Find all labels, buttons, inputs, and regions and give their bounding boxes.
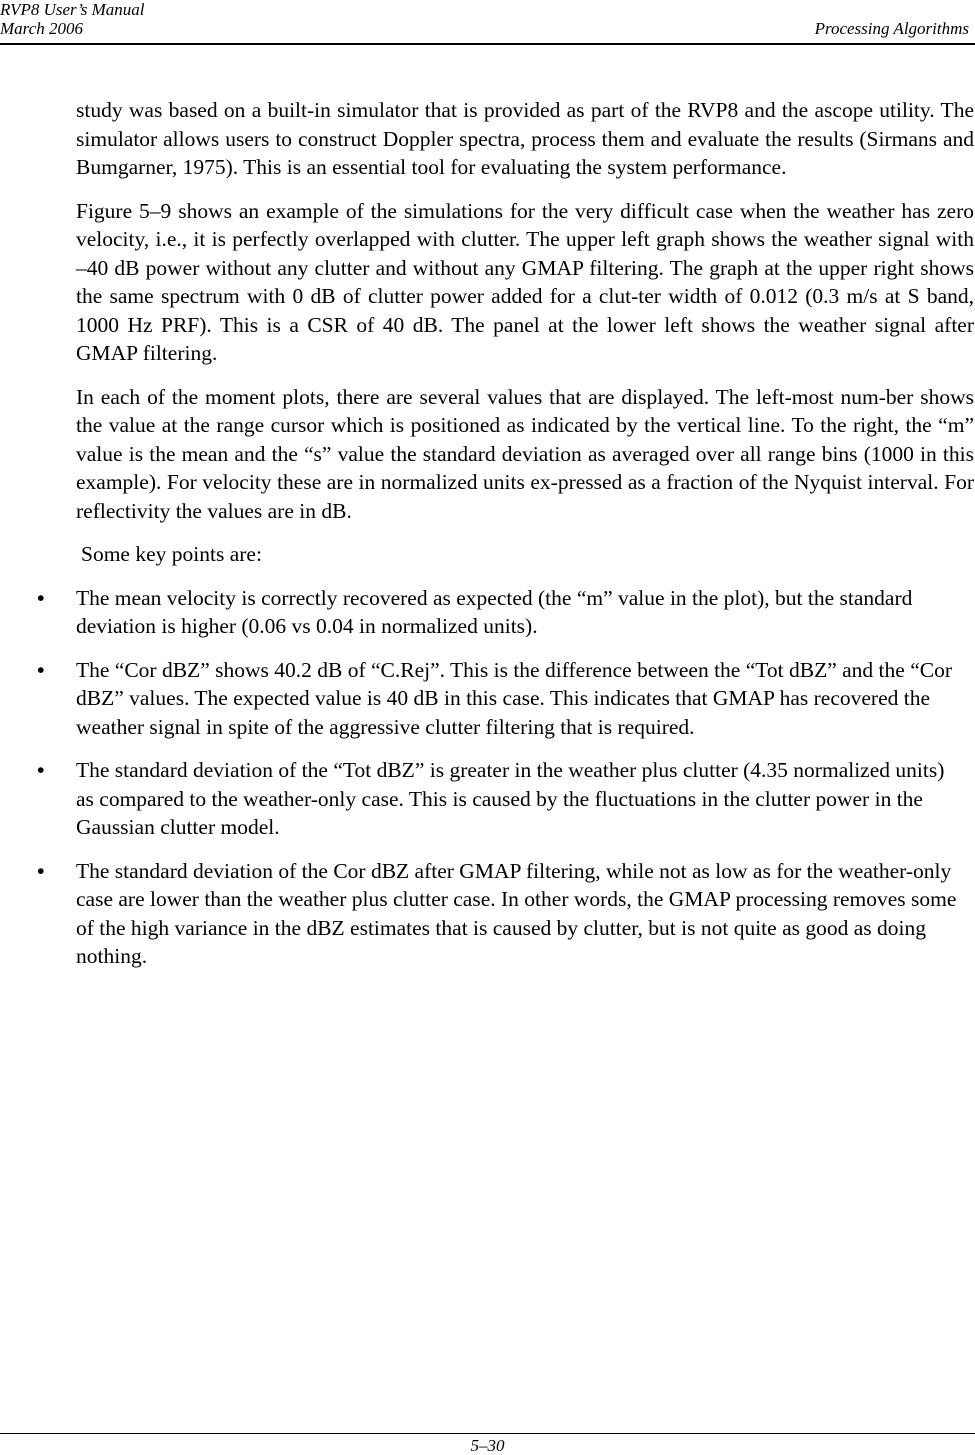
bullet-icon: • <box>37 758 45 782</box>
list-item <box>0 756 974 842</box>
page-header <box>0 0 975 46</box>
list-item-text: The standard deviation of the Cor dBZ after GMAP filtering, while not as low as for the weather-only case are lower than the weather plus clutter case. In other words, the GMAP processing removes some of the high variance in the dBZ estimates that is caused by clutter, but is not quite as good as doing nothing. <box>76 858 957 968</box>
manual-date: March 2006 <box>0 19 83 38</box>
list-item-text: The “Cor dBZ” shows 40.2 dB of “C.Rej”. This is the difference between the “Tot dBZ” and the “Cor dBZ” values. The expected value is 40 dB in this case. This indicates that GMAP has recovered the weather signal in spite of the aggressive clutter filtering that is required. <box>76 657 952 739</box>
footer-rule <box>0 1433 975 1434</box>
list-item <box>0 656 974 742</box>
bullet-icon: • <box>37 585 45 610</box>
page-number: 5–30 <box>470 1436 505 1455</box>
header-left <box>0 0 145 38</box>
bullet-icon: • <box>37 657 45 682</box>
key-points-list <box>0 584 974 971</box>
list-item-text: The mean velocity is correctly recovered as expected (the “m” value in the plot), but the standard deviation is higher (0.06 vs 0.04 in normalized units). <box>76 585 913 638</box>
page-body <box>37 96 974 986</box>
manual-title: RVP8 User’s Manual <box>0 0 145 19</box>
paragraph-figure-5-9: Figure 5–9 shows an example of the simulations for the very difficult case when the weather has zero velocity, i.e., it is perfectly overlapped with clutter. The upper left graph shows the weather signal with –40 dB power without any clutter and without any GMAP filtering. The graph at the upper right shows the same spectrum with 0 dB of clutter power added for a clut-ter width of 0.012 (0.3 m/s at S band, 1000 Hz PRF). This is a CSR of 40 dB. The panel at the lower left shows the weather signal after GMAP filtering. <box>76 198 974 365</box>
list-item <box>0 584 974 641</box>
bullet-icon: • <box>37 858 45 883</box>
list-item-text: The standard deviation of the “Tot dBZ” is greater in the weather plus clutter (4.35 normalized units) as compared to the weather-only case. This is caused by the fluctuations in the clutter power in the Gaussian clutter model. <box>76 758 945 839</box>
paragraph-simulator: study was based on a built-in simulator that is provided as part of the RVP8 and the ascope utility. The simulator allows users to construct Doppler spectra, process them and evaluate the results (Sirmans and Bumgarner, 1975). This is an essential tool for evaluating the system performance. <box>76 98 974 179</box>
header-rule <box>0 43 975 45</box>
key-points-intro: Some key points are: <box>81 542 262 566</box>
section-title: Processing Algorithms <box>814 19 969 38</box>
list-item <box>0 857 974 971</box>
paragraph-moment-plots: In each of the moment plots, there are several values that are displayed. The left-most num-ber shows the value at the range cursor which is positioned as indicated by the vertical line. To the right, the “m” value is the mean and the “s” value the standard deviation as averaged over all range bins (1000 in this example). For velocity these are in normalized units ex-pressed as a fraction of the Nyquist interval. For reflectivity the values are in dB. <box>76 384 974 523</box>
